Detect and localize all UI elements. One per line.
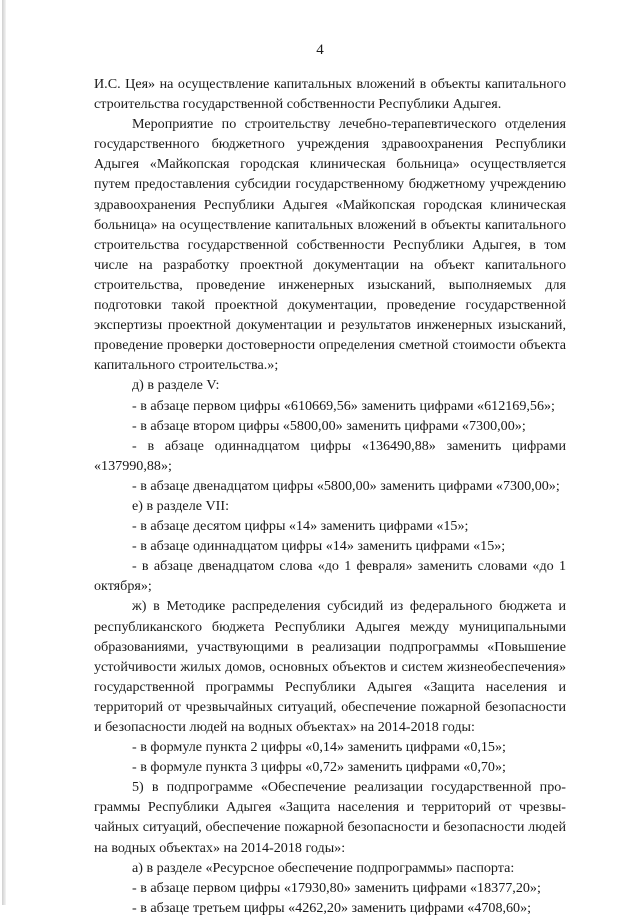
paragraph-7: - в абзаце двенадцатом цифры «5800,00» заменить цифрами «7300,00»; xyxy=(132,477,560,494)
document-body xyxy=(94,74,566,918)
paragraph-5: - в абзаце втором цифры «5800,00» заменить цифрами «7300,00»; xyxy=(132,417,526,434)
paragraph-3: д) в разделе V: xyxy=(132,377,220,394)
paragraph-8: е) в разделе VII: xyxy=(132,497,229,514)
paragraph-2: Мероприятие по строительству лечебно-терапевтического отделения государственного бюджетного учреждения здравоохранения Республики Адыгея «Майкопская городская клиническая больница» осуществляется путем предоставления субсидии государственному бюджетному учреждению здравоохранения Республики Адыгея «Майкопская городская клиническая больница» на осуществление капитальных вложений в объекты капитального строительства государственной собственности Республики Адыгея, в том числе на разработку проектной документации на объект капитального строительства, проведение инженерных изысканий, выполняемых для подготовки такой проектной документации, проведение государственной экспертизы проектной документации и результатов инженерных изысканий, проведение проверки достоверности определения сметной стоимости объекта капитального строительства.»; xyxy=(94,116,566,374)
page-number: 4 xyxy=(316,42,324,58)
paragraph-16: а) в разделе «Ресурсное обеспечение подпрограммы» паспорта: xyxy=(132,859,515,876)
paragraph-15: 5) в подпрограмме «Обеспечение реализации государственной программы Республики Адыгея «Защита населения и территорий от чрезвычайных ситуаций, обеспечение пожарной безопасности и безопасности людей на водных объектах» на 2014-2018 годы»: xyxy=(94,779,566,856)
paragraph-4: - в абзаце первом цифры «610669,56» заменить цифрами «612169,56»; xyxy=(132,397,555,414)
paragraph-13: - в формуле пункта 2 цифры «0,14» заменить цифрами «0,15»; xyxy=(132,739,506,756)
paragraph-1: И.С. Цея» на осуществление капитальных вложений в объекты капитального строительства государственной собственности Республики Адыгея. xyxy=(94,76,566,113)
paragraph-17: - в абзаце первом цифры «17930,80» заменить цифрами «18377,20»; xyxy=(132,879,541,896)
scan-left-edge xyxy=(2,0,6,905)
paragraph-10: - в абзаце одиннадцатом цифры «14» заменить цифрами «15»; xyxy=(132,538,506,555)
paragraph-12: ж) в Методике распределения субсидий из федерального бюджета и республиканского бюджета Республики Адыгея между муниципальными образованиями, участвующими в реализации подпрограммы «Повышение устойчивости жилых домов, основных объектов и систем жизнеобеспечения» государственной программы Республики Адыгея «Защита населения и территорий от чрезвычайных ситуаций, обеспечение пожарной безопасности и безопасности людей на водных объектах» на 2014-2018 годы: xyxy=(94,598,566,735)
paragraph-11: - в абзаце двенадцатом слова «до 1 февраля» заменить словами «до 1 октября»; xyxy=(94,558,566,595)
paragraph-9: - в абзаце десятом цифры «14» заменить цифрами «15»; xyxy=(132,518,469,535)
paragraph-18: - в абзаце третьем цифры «4262,20» заменить цифрами «4708,60»; xyxy=(132,899,532,916)
paragraph-14: - в формуле пункта 3 цифры «0,72» заменить цифрами «0,70»; xyxy=(132,759,506,776)
paragraph-6: - в абзаце одиннадцатом цифры «136490,88» заменить цифрами «137990,88»; xyxy=(94,437,566,474)
